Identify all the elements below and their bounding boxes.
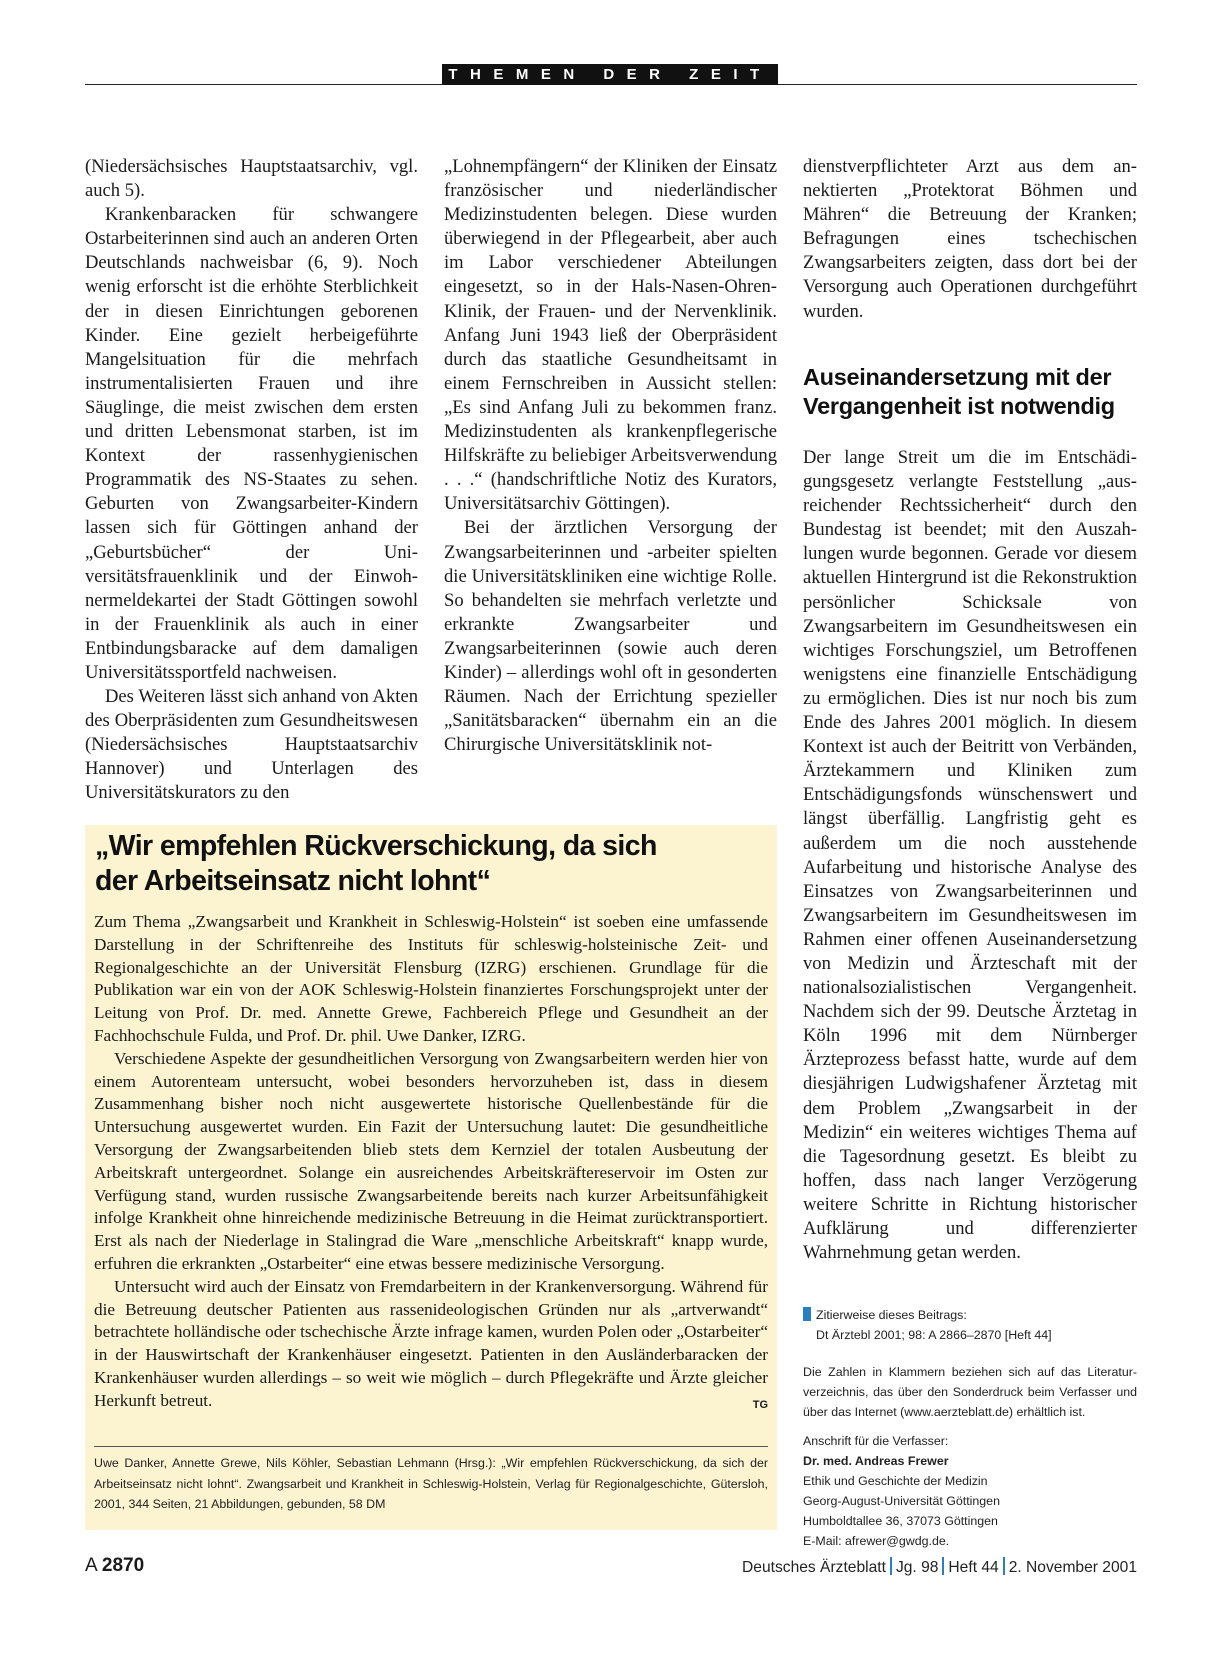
paragraph: Der lange Streit um die im Entschädigungsgesetz verlangte Feststellung „ausreichender Rechtssicherheit“ durch den Bundestag ist beendet; mit den Auszahlungen wurde begonnen. Gerade vor diesem aktuellen Hintergrund ist die Rekonstruktion persönlicher Schicksale von Zwangsarbeitern im Gesundheitswesen ein wichtiges Forschungsziel, um Betroffenen wenigstens eine finanzielle Entschädigung zu ermöglichen. Dies ist nur noch bis zum Ende des Jahres 2001 möglich. In diesem Kontext ist auch der Beitritt von Verbänden, Ärztekammern und Kliniken zum Entschädigungsfonds wünschenswert und längst überfällig. Langfristig geht es außerdem um die noch ausstehende Aufarbeitung und historische Analyse des Einsatzes von Zwangsarbeiterinnen und Zwangsarbeitern im Gesundheitswesen im Rahmen einer offenen Auseinandersetzung von Medizin und Ärzteschaft mit der nationalsozialistischen Vergangenheit. Nachdem sich der 99. Deutsche Ärztetag in Köln 1996 mit dem Nürnberger Ärzteprozess befasst hatte, wurde auf dem diesjährigen Ludwigshafener Ärztetag mit dem Problem „Zwangsarbeit in der Medizin“ ein weiteres wichtiges Thema auf die Tagesordnung gesetzt. Es bleibt zu hoffen, dass nach langer Verzögerung weitere Schritte in Richtung historischer Aufklärung und differenzierter Wahrnehmung getan werden. [803, 447, 1137, 1264]
footer-separator [1003, 1557, 1005, 1575]
paragraph: (Niedersächsisches Hauptstaatsarchiv, vgl. auch 5). [85, 156, 418, 202]
citation-value: Dt Ärztebl 2001; 98: A 2866–2870 [Heft 44] [816, 1328, 1052, 1342]
author-email: E-Mail: afrewer@gwdg.de. [803, 1534, 950, 1548]
author-address [803, 1431, 1137, 1551]
book-reference: Uwe Danker, Annette Grewe, Nils Köhler, Sebastian Lehmann (Hrsg.): „Wir empfehlen Rückverschickung, da sich der Arbeitseinsatz nicht lohnt“. Zwangsarbeit und Krankheit in Schleswig-Holstein, Verlag für Regionalgeschichte, Gütersloh, 2001, 344 Seiten, 21 Abbildungen, gebunden, 58 DM [94, 1456, 768, 1511]
page-prefix: A [85, 1555, 97, 1576]
citation-marker [803, 1307, 811, 1321]
journal-date: 2. November 2001 [1008, 1559, 1137, 1576]
box-headline-line: „Wir empfehlen Rückverschickung, da sich [95, 830, 657, 862]
page-number [85, 1555, 144, 1577]
author-signature: TG [752, 1398, 768, 1411]
article-column-3-intro [803, 155, 1137, 324]
journal-issue: Heft 44 [948, 1559, 999, 1576]
paragraph: Bei der ärztlichen Versorgung der Zwangsarbeiterinnen und -arbeiter spielten die Universitätskliniken eine wichtige Rolle. So behandelten sie mehrfach verletzte und erkrankte Zwangsarbeiter und Zwangsarbeiterinnen (sowie auch deren Kinder) – allerdings wohl oft in gesonderten Räumen. Nach der Errichtung spezieller „Sanitätsbaracken“ übernahm ein an die Chirurgische Universitätsklinik not- [444, 517, 777, 756]
paragraph: Des Weiteren lässt sich anhand von Akten des Oberpräsidenten zum Gesundheitswesen (Niedersächsisches Hauptstaatsarchiv Hannover) und Unterlagen des Universitätskurators zu den [85, 686, 418, 804]
address-line: Humboldtallee 36, 37073 Göttingen [803, 1514, 998, 1528]
box-headline [95, 829, 775, 899]
citation-label: Zitierweise dieses Beitrags: [816, 1308, 967, 1322]
article-column-1 [85, 155, 418, 806]
page-number-value: 2870 [101, 1555, 145, 1576]
box-paragraph [94, 1276, 768, 1413]
address-line: Georg-August-Universität Göttingen [803, 1494, 1000, 1508]
section-label: THEMEN DER ZEIT [442, 64, 778, 85]
address-label: Anschrift für die Verfasser: [803, 1434, 949, 1448]
box-body [94, 911, 768, 1417]
journal-name: Deutsches Ärzteblatt [742, 1559, 886, 1576]
article-column-3-body [803, 446, 1137, 1265]
box-divider [94, 1446, 768, 1447]
address-line: Ethik und Geschichte der Medizin [803, 1474, 988, 1488]
paragraph: Krankenbaracken für schwangere Ostarbeiterinnen sind auch an anderen Orten Deutschlands nachweisbar (6, 9). Noch wenig erforscht ist die erhöhte Sterblichkeit der in diesen Einrichtungen geborenen Kinder. Eine gezielt herbeigeführte Mangelsituation für die mehrfach instrumentalisierten Frauen und ihre Säuglinge, die meist zwischen dem ersten und dritten Lebensmonat starben, ist im Kontext der rassenhygienischen Programmatik des NS-Staates zu sehen. Geburten von Zwangsarbeiter-Kindern lassen sich für Göttingen anhand der „Geburtsbücher“ der Universitätsfrauenklinik und der Einwohnermeldekartei der Stadt Göttingen sowohl in der Frauenklinik als auch in einer Entbindungsbaracke auf dem damaligen Universitätssportfeld nachweisen. [85, 204, 418, 683]
box-headline-line: der Arbeitseinsatz nicht lohnt“ [95, 865, 491, 897]
citation-block [803, 1305, 1137, 1345]
paragraph: dienstverpflichteter Arzt aus dem annektierten „Protektorat Böhmen und Mähren“ die Betreuung der Kranken; Befragungen eines tschechischen Zwangsarbeiters zeigten, dass dort bei der Versorgung auch Operationen durchgeführt wurden. [803, 156, 1137, 322]
journal-footer [742, 1557, 1137, 1577]
author-name: Dr. med. Andreas Frewer [803, 1454, 949, 1468]
reference-note: Die Zahlen in Klammern beziehen sich auf das Literaturverzeichnis, das über den Sonderdruck beim Verfasser und über das Internet (www.aerzteblatt.de) erhältlich ist. [803, 1365, 1137, 1419]
article-column-2 [444, 155, 777, 757]
paragraph: „Lohnempfängern“ der Kliniken der Einsatz französischer und niederländischer Medizinstudenten belegen. Diese wurden überwiegend in der Pflegearbeit, aber auch im Labor verschiedener Abteilungen eingesetzt, so in der Hals-Nasen-Ohren-Klinik, der Frauen- und der Nervenklinik. Anfang Juni 1943 ließ der Oberpräsident durch das staatliche Gesundheitsamt in einem Fernschreiben in Aussicht stellen: „Es sind Anfang Juli zu bekommen franz. Medizinstudenten als krankenpflegerische Hilfskräfte zu beliebiger Arbeitsverwendung . . .“ (handschriftliche Notiz des Kurators, Universitätsarchiv Göttingen). [444, 156, 777, 515]
section-subheading: Auseinandersetzung mit der Vergangenheit ist notwendig [803, 364, 1115, 419]
box-paragraph: Verschiedene Aspekte der gesundheitlichen Versorgung von Zwangsarbeitern werden hier von einem Autorenteam untersucht, wobei besonders hervorzuheben ist, dass in diesem Zusammenhang bisher noch nicht ausgewertete historische Quellenbestände für die Untersuchung ausgewertet wurden. Ein Fazit der Untersuchung lautet: Die gesundheitliche Versorgung der Zwangsarbeitenden blieb stets dem Kernziel der totalen Ausbeutung der Arbeitskraft untergeordnet. Solange ein ausreichendes Arbeitskräftereservoir im Osten zur Verfügung stand, wurden russische Zwangsarbeitende bereits nach kurzer Arbeitsunfähigkeit infolge Krankheit ohne hinreichende medizinische Betreuung in die Heimat zurücktransportiert. Erst als nach der Niederlage in Stalingrad die Ware „menschliche Arbeitskraft“ knapp wurde, erfuhren die erkrankten „Ostarbeiter“ eine etwas bessere medizinische Versorgung. [94, 1048, 768, 1273]
box-paragraph-text: Untersucht wird auch der Einsatz von Fremdarbeitern in der Krankenversorgung. Während für die Betreuung deutscher Patienten aus rassenideologischen Gründen nur als „artverwandt“ betrachtete holländische oder tschechische Ärzte infrage kamen, wurden Polen oder „Ostarbeiter“ in der Hauswirtschaft der Krankenhäuser eingesetzt. Patienten in den Ausländerbaracken der Krankenhäuser wurden allerdings – so weit wie möglich – durch Pflegekräfte und Ärzte gleicher Herkunft betreut. [94, 1276, 768, 1410]
journal-volume: Jg. 98 [895, 1559, 939, 1576]
footer-separator [942, 1557, 944, 1575]
box-paragraph: Zum Thema „Zwangsarbeit und Krankheit in Schleswig-Holstein“ ist soeben eine umfassende Darstellung in der Schriftenreihe des Instituts für schleswig-holsteinische Zeit- und Regionalgeschichte an der Universität Flensburg (IZRG) erschienen. Grundlage für die Publikation war ein von der AOK Schleswig-Holstein finanziertes Forschungsprojekt unter der Leitung von Prof. Dr. med. Annette Grewe, Fachbereich Pflege und Gesundheit an der Fachhochschule Fulda, und Prof. Dr. phil. Uwe Danker, IZRG. [94, 912, 768, 1045]
footer-separator [890, 1557, 892, 1575]
